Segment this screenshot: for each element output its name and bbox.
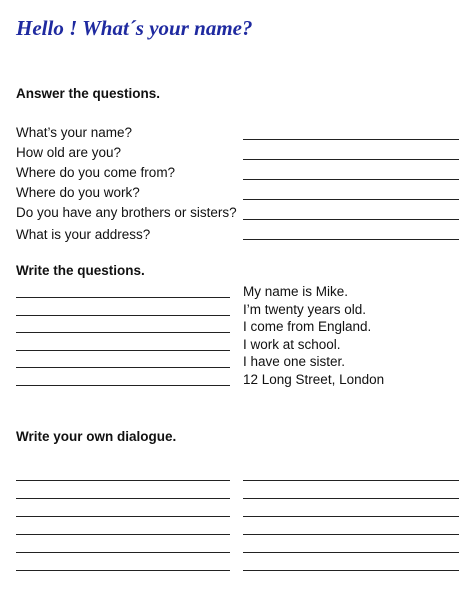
question-2-text: How old are you? xyxy=(16,145,122,160)
answer-line-6[interactable] xyxy=(243,239,459,240)
question-line-1[interactable] xyxy=(16,297,230,298)
question-6-text: What is your address? xyxy=(16,227,151,242)
given-answer-1: My name is Mike. xyxy=(243,284,349,299)
given-answer-2: I’m twenty years old. xyxy=(243,302,367,317)
dialogue-line-right-2[interactable] xyxy=(243,498,459,499)
given-answer-3: I come from England. xyxy=(243,319,372,334)
dialogue-line-right-6[interactable] xyxy=(243,570,459,571)
dialogue-line-right-1[interactable] xyxy=(243,480,459,481)
question-3-text: Where do you come from? xyxy=(16,165,176,180)
answer-line-1[interactable] xyxy=(243,139,459,140)
worksheet-title: Hello ! What´s your name? xyxy=(16,16,253,40)
dialogue-line-left-5[interactable] xyxy=(16,552,230,553)
answer-questions-heading: Answer the questions. xyxy=(16,86,161,101)
answer-line-4[interactable] xyxy=(243,199,459,200)
question-line-5[interactable] xyxy=(16,367,230,368)
dialogue-line-left-1[interactable] xyxy=(16,480,230,481)
question-line-2[interactable] xyxy=(16,315,230,316)
question-5-text: Do you have any brothers or sisters? xyxy=(16,205,237,220)
given-answer-5: I have one sister. xyxy=(243,354,346,369)
question-line-3[interactable] xyxy=(16,332,230,333)
dialogue-line-left-2[interactable] xyxy=(16,498,230,499)
dialogue-line-right-3[interactable] xyxy=(243,516,459,517)
write-questions-heading: Write the questions. xyxy=(16,263,145,278)
given-answer-4: I work at school. xyxy=(243,337,341,352)
question-line-4[interactable] xyxy=(16,350,230,351)
dialogue-line-left-4[interactable] xyxy=(16,534,230,535)
answer-line-2[interactable] xyxy=(243,159,459,160)
dialogue-line-left-3[interactable] xyxy=(16,516,230,517)
question-4-text: Where do you work? xyxy=(16,185,140,200)
dialogue-line-right-5[interactable] xyxy=(243,552,459,553)
answer-line-3[interactable] xyxy=(243,179,459,180)
dialogue-line-right-4[interactable] xyxy=(243,534,459,535)
dialogue-heading: Write your own dialogue. xyxy=(16,429,177,444)
given-answer-6: 12 Long Street, London xyxy=(243,372,385,387)
question-line-6[interactable] xyxy=(16,385,230,386)
question-1-text: What’s your name? xyxy=(16,125,133,140)
answer-line-5[interactable] xyxy=(243,219,459,220)
dialogue-line-left-6[interactable] xyxy=(16,570,230,571)
